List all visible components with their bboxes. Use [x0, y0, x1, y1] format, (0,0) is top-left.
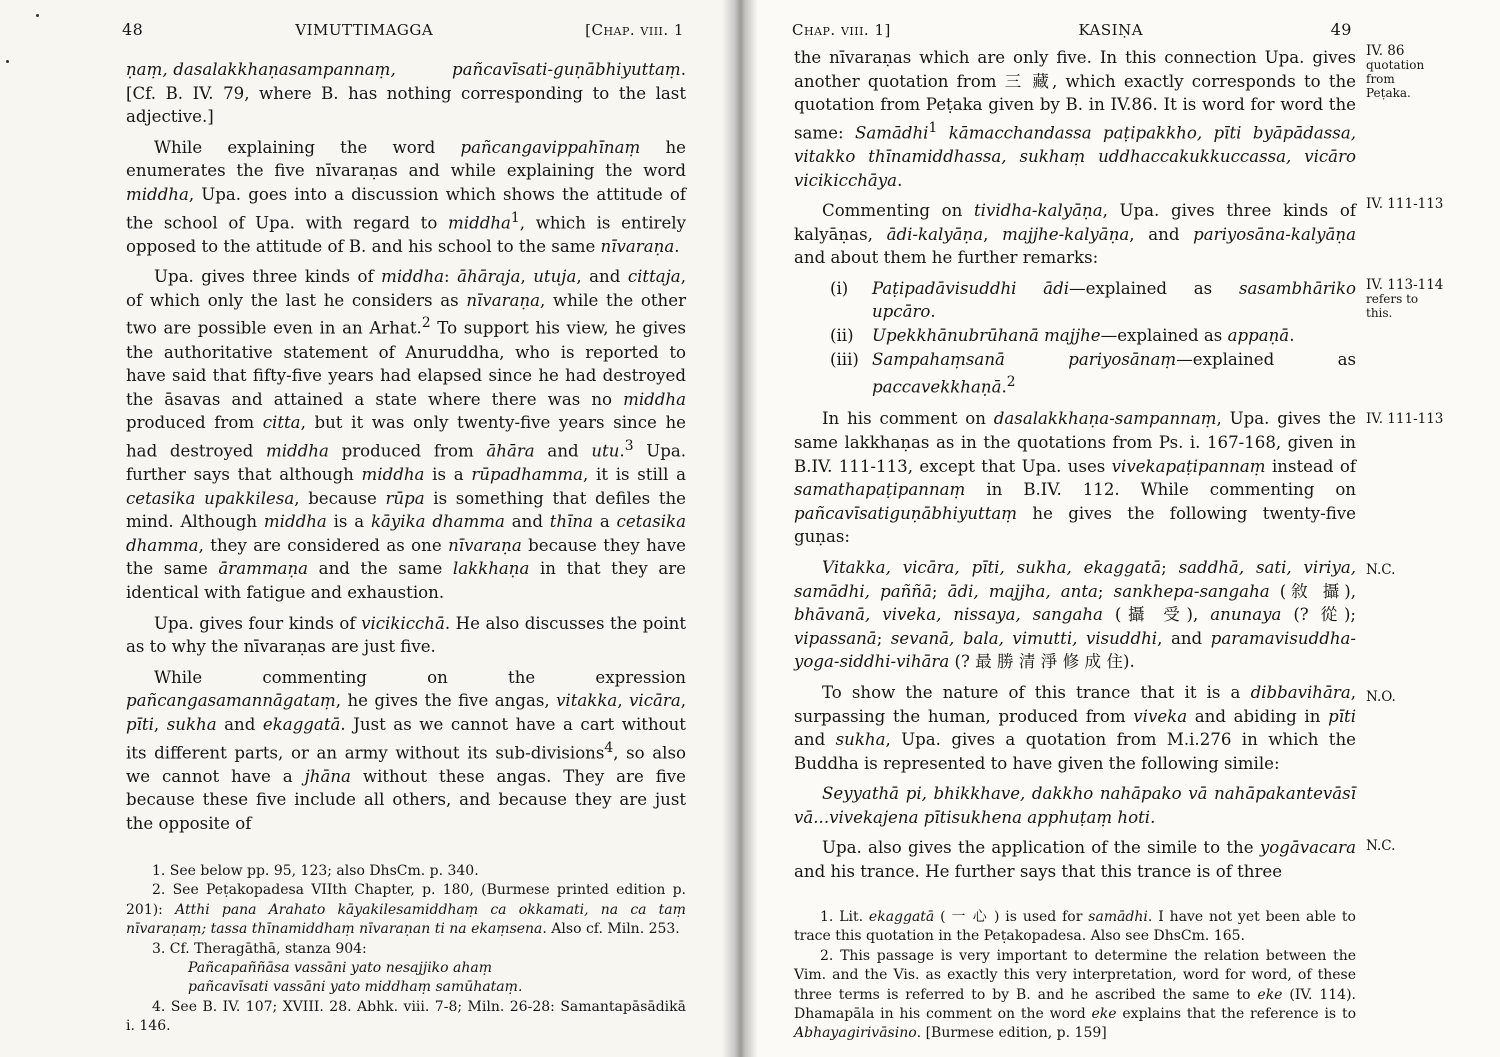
right-body-text [794, 46, 1356, 891]
paragraph: Vitakka, vicāra, pīti, sukha, ekaggatā; saddhā, sati, viriya, samādhi, paññā; ādi, majjha, anta; sankhepa-sangaha (敘 攝), bhāvanā, viveka, nissaya, sangaha (攝 受), anunaya (? 從); vipassanā; sevanā, bala, vimutti, visuddhi, and paramavisuddha-yoga-siddhi-vihāra (? 最 勝 清 淨 修 成 住). [794, 557, 1357, 672]
paragraph: Upa. gives four kinds of vicikicchā. He also discusses the point as to why the nīvaraṇas are just five. [126, 613, 686, 657]
paragraph: Upa. also gives the application of the simile to the yogāvacara and his trance. He further says that this trance is of three [794, 838, 1356, 882]
chapter-reference: [Chap. viii. 1 [585, 21, 684, 39]
left-body-text [126, 58, 686, 843]
paragraph: While explaining the word pañcangavippahīnaṃ he enumerates the five nīvaraṇas and while explaining the word middha, Upa. goes into a discussion which shows the attitude of the school of Upa. with regard to middha$^1$, which is entirely opposed to the attitude of B. and his school to the same nīvaraṇa. [126, 137, 686, 256]
left-page [0, 0, 740, 1057]
list-number: (i) [830, 278, 849, 298]
book-gutter-shadow [722, 0, 758, 1057]
margin-note: IV. 113-114 refers to this. [1366, 277, 1444, 320]
margin-note: N.O. [1366, 689, 1396, 705]
left-footnotes [126, 862, 686, 1037]
running-title: KASIṆA [1078, 21, 1144, 39]
paragraph: ṇaṃ, dasalakkhaṇasampannaṃ, pañcavīsati-guṇābhiyuttaṃ. [Cf. B. IV. 79, where B. has nothing corresponding to the last adjective.] [126, 60, 686, 127]
footnote: 1. See below pp. 95, 123; also DhsCm. p. 340. [152, 863, 479, 879]
chapter-reference: Chap. viii. 1] [792, 21, 891, 39]
footnote: 2. This passage is very important to determine the relation between the Vim. and the Vis. as exactly this very interpretation, word for word, of these three terms is referred to by B. and he ascribed the same to eke (IV. 114). Dhamapāla in his comment on the word eke explains that the reference is to Abhayagirivāsino. [Burmese edition, p. 159] [794, 947, 1356, 1042]
right-footnotes [794, 908, 1356, 1044]
footnote: 2. See Peṭakopadesa VIIth Chapter, p. 180, (Burmese printed edition p. 201): Atthi pana Arahato kāyakilesamiddhaṃ ca okkamati, na ca taṃ nīvaraṇaṃ; tassa thīnamiddhaṃ nīvaraṇan ti na ekaṃsena. Also cf. Miln. 253. [126, 882, 686, 938]
running-head-right [792, 20, 1352, 39]
margin-note: N.C. [1366, 562, 1396, 578]
margin-note: N.C. [1366, 838, 1396, 854]
page-number: 49 [1330, 20, 1352, 39]
paragraph: Seyyathā pi, bhikkhave, dakkho nahāpako vā nahāpakantevāsī vā...vivekajena pītisukhena apphuṭaṃ hoti. [794, 784, 1356, 827]
verse-line: Pañcapaññāsa vassāni yato nesajjiko ahaṃ [188, 960, 493, 977]
paragraph: Commenting on tividha-kalyāṇa, Upa. gives three kinds of kalyāṇas, ādi-kalyāṇa, majjhe-kalyāṇa, and pariyosāna-kalyāṇa and about them he further remarks: [794, 201, 1356, 268]
list-item [830, 324, 1356, 348]
paper-speck [6, 60, 9, 63]
running-head-left [122, 20, 684, 39]
footnote: 4. See B. IV. 107; XVIII. 28. Abhk. viii. 7-8; Miln. 26-28: Samantapāsādikā i. 146. [126, 998, 686, 1035]
footnote: 3. Cf. Theragāthā, stanza 904: [152, 940, 367, 957]
paragraph: While commenting on the expression pañcangasamannāgataṃ, he gives the five angas, vitakka, vicāra, pīti, sukha and ekaggatā. Just as we cannot have a cart without its different parts, or an army without its sub-divisions$^4$, so also we cannot have a jhāna without these angas. They are five because these five include all others, and because they are just the opposite of [126, 667, 686, 833]
margin-note: IV. 86 quotation from Peṭaka. [1366, 43, 1425, 100]
paragraph: In his comment on dasalakkhaṇa-sampannaṃ, Upa. gives the same lakkhaṇas as in the quotations from Ps. i. 167-168, given in B.IV. 111-113, except that Upa. uses vivekapaṭipannaṃ instead of samathapaṭipannaṃ in B.IV. 112. While commenting on pañcavīsatiguṇābhiyuttaṃ he gives the following twenty-five guṇas: [794, 409, 1356, 547]
paragraph: the nīvaraṇas which are only five. In this connection Upa. gives another quotation from 三 藏, which exactly corresponds to the quotation from Peṭaka given by B. in IV.86. It is word for word the same: Samādhi$^1$ kāmacchandassa paṭipakkho, pīti byāpādassa, vitakko thīnamiddhassa, sukhaṃ uddhaccakukkuccassa, vicāro vicikicchāya. [794, 48, 1356, 190]
margin-note: IV. 111-113 [1366, 196, 1444, 212]
right-page [740, 0, 1500, 1057]
page-number: 48 [122, 20, 144, 39]
paragraph: To show the nature of this trance that it is a dibbavihāra, surpassing the human, produced from viveka and abiding in pīti and sukha, Upa. gives a quotation from M.i.276 in which the Buddha is represented to have given the following simile: [794, 682, 1357, 773]
list-item [830, 277, 1356, 324]
list-number: (iii) [830, 349, 859, 369]
list-text: Paṭipadāvisuddhi ādi—explained as sasambhāriko upcāro. [872, 278, 1356, 322]
paragraph: Upa. gives three kinds of middha: āhāraja, utuja, and cittaja, of which only the last he considers as nīvaraṇa, while the other two are possible even in an Arhat.$^2$ To support his view, he gives the authoritative statement of Anuruddha, who is reported to have said that fifty-five years had elapsed since he had destroyed the āsavas and attained a state where there was no middha produced from citta, but it was only twenty-five years since he had destroyed middha produced from āhāra and utu.$^3$ Upa. further says that although middha is a rūpadhamma, it is still a cetasika upakkilesa, because rūpa is something that defiles the mind. Although middha is a kāyika dhamma and thīna a cetasika dhamma, they are considered as one nīvaraṇa because they have the same ārammaṇa and the same lakkhaṇa in that they are identical with fatigue and exhaustion. [126, 267, 687, 603]
running-title: VIMUTTIMAGGA [295, 21, 434, 39]
list-text: Upekkhānubrūhanā majjhe—explained as appaṇā. [872, 326, 1295, 346]
list-number: (ii) [830, 326, 854, 346]
margin-note: IV. 111-113 [1366, 411, 1444, 427]
verse-line: pañcavīsati vassāni yato middhaṃ samūhataṃ. [188, 979, 523, 996]
list-item [830, 348, 1356, 400]
kalyana-list [794, 277, 1356, 400]
footnote: 1. Lit. ekaggatā ( 一 心 ) is used for samādhi. I have not yet been able to trace this quotation in the Peṭakopadesa. Also see DhsCm. 165. [794, 909, 1356, 945]
list-text: Sampahaṃsanā pariyosānaṃ—explained as paccavekkhaṇā.$^2$ [872, 349, 1356, 397]
paper-speck [36, 14, 39, 17]
